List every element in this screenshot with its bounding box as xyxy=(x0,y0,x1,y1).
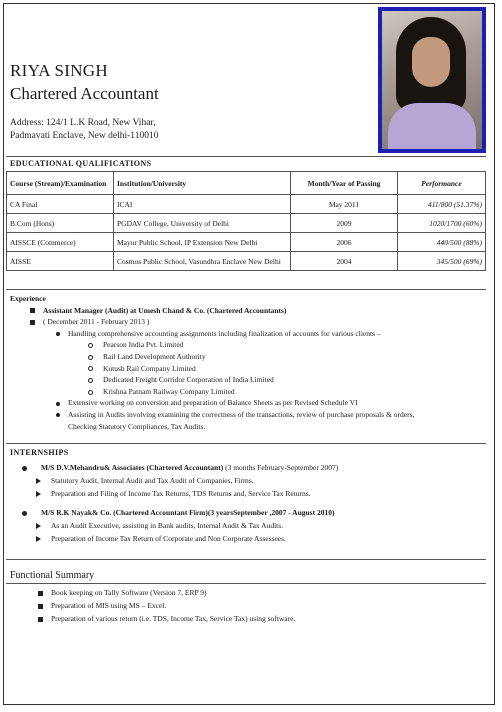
internship-period: (3 months February-September 2007) xyxy=(223,463,339,472)
list-item xyxy=(10,374,414,386)
arrow-bullet-icon xyxy=(36,523,41,529)
functional-summary-heading: Functional Summary xyxy=(10,570,95,581)
internship-firm: M/S D.V.Mehandru& Associates (Chartered Accountant) xyxy=(41,463,224,472)
list-item xyxy=(10,363,414,375)
table-cell: Cosmos Public School, Vasundhra Enclave New Delhi xyxy=(114,252,291,271)
table-cell: ICAI xyxy=(114,195,291,214)
table-cell: 2004 xyxy=(291,252,398,271)
list-item xyxy=(10,386,414,398)
column-header: Performance xyxy=(398,172,486,195)
column-header: Course (Stream)/Examination xyxy=(7,172,114,195)
divider xyxy=(6,583,486,584)
internship-task: Statutory Audit, Internal Audit and Tax Audit of Companies, Firms. xyxy=(51,476,254,485)
square-bullet-icon xyxy=(38,591,43,596)
address-line-2: Padmavati Enclave, New delhi-110010 xyxy=(10,131,159,141)
list-item xyxy=(10,461,338,474)
internships-section xyxy=(10,461,338,545)
table-cell: 1020/1700 (60%) xyxy=(398,214,486,233)
table-cell: 2009 xyxy=(291,214,398,233)
dot-bullet-icon xyxy=(56,402,60,406)
client-name: Rail Land Development Authority xyxy=(103,351,206,361)
experience-task: Assisting in Audits involving examining the correctness of the transactions, review of purchase proposals & orders, xyxy=(68,409,415,419)
ring-bullet-icon xyxy=(88,343,93,348)
list-item xyxy=(10,351,414,363)
table-cell: 440/500 (88%) xyxy=(398,233,486,252)
divider xyxy=(6,289,486,290)
table-cell: May 2011 xyxy=(291,195,398,214)
list-item-continuation: Checking Statutory Compliances, Tax Audits. xyxy=(68,421,206,431)
experience-section xyxy=(10,293,414,432)
functional-section xyxy=(10,586,295,625)
dot-bullet-icon xyxy=(22,511,27,516)
functional-item: Book keeping on Tally Software (Version 7, ERP 9) xyxy=(51,588,207,597)
table-row xyxy=(7,195,486,214)
table-cell: Mayur Public School, IP Extension New Delhi xyxy=(114,233,291,252)
internship-task: Preparation and Filing of Income Tax Returns, TDS Returns and, Service Tax Returns. xyxy=(51,489,311,498)
table-cell: AISSCE (Commerce) xyxy=(7,233,114,252)
arrow-bullet-icon xyxy=(36,478,41,484)
list-item xyxy=(10,339,414,351)
square-bullet-icon xyxy=(38,604,43,609)
internship-firm: M/S R.K Nayak& Co. (Chartered Accountant Firm)(3 yearsSeptember ,2007 - August 2010) xyxy=(41,508,335,517)
table-cell: 345/500 (69%) xyxy=(398,252,486,271)
square-bullet-icon xyxy=(38,617,43,622)
candidate-name: RIYA SINGH xyxy=(10,61,108,80)
square-bullet-icon xyxy=(30,308,35,313)
table-cell: AISSE xyxy=(7,252,114,271)
client-name: Pearson India Pvt. Limited xyxy=(103,340,184,350)
square-bullet-icon xyxy=(30,320,35,325)
table-row xyxy=(7,214,486,233)
internships-heading: INTERNSHIPS xyxy=(10,448,69,457)
list-item xyxy=(10,305,414,317)
list-item xyxy=(10,397,414,409)
experience-task: Extensive working on conversion and preparation of Balance Sheets as per Revised Schedule VI xyxy=(68,398,358,408)
table-cell: PGDAV College, University of Delhi xyxy=(114,214,291,233)
arrow-bullet-icon xyxy=(36,491,41,497)
list-item xyxy=(10,532,338,545)
education-heading: EDUCATIONAL QUALIFICATIONS xyxy=(10,159,152,168)
internship-task: Preparation of Income Tax Return of Corporate and Non Corporate Assessees. xyxy=(51,534,286,543)
table-cell: CA Final xyxy=(7,195,114,214)
functional-item: Preparation of MIS using MS – Excel. xyxy=(51,601,167,610)
ring-bullet-icon xyxy=(88,390,93,395)
list-item xyxy=(10,519,338,532)
list-item xyxy=(10,316,414,328)
functional-item: Preparation of various return (i.e. TDS, Income Tax, Service Tax) using software. xyxy=(51,614,296,623)
list-item xyxy=(10,506,338,519)
column-header: Institution/University xyxy=(114,172,291,195)
list-item xyxy=(10,328,414,340)
dot-bullet-icon xyxy=(22,466,27,471)
client-name: Kutush Rail Company Limited xyxy=(103,363,196,373)
profile-photo xyxy=(378,7,486,153)
client-name: Dedicated Freight Corridor Corporation of India Limited xyxy=(103,375,274,385)
divider xyxy=(6,443,486,444)
ring-bullet-icon xyxy=(88,366,93,371)
divider xyxy=(6,559,486,560)
table-cell: 2006 xyxy=(291,233,398,252)
ring-bullet-icon xyxy=(88,355,93,360)
education-table xyxy=(6,171,486,271)
list-item xyxy=(10,474,338,487)
list-item xyxy=(10,487,338,500)
address-line-1: Address: 124/1 L.K Road, New Vihar, xyxy=(10,118,156,128)
list-item xyxy=(10,409,414,421)
experience-heading: Experience xyxy=(10,294,46,303)
divider xyxy=(6,156,486,157)
list-item xyxy=(10,612,295,625)
table-row xyxy=(7,233,486,252)
column-header: Month/Year of Passing xyxy=(291,172,398,195)
ring-bullet-icon xyxy=(88,378,93,383)
arrow-bullet-icon xyxy=(36,536,41,542)
table-cell: 411/800 (51.37%) xyxy=(398,195,486,214)
client-name: Krishna Patnam Railway Company Limited xyxy=(103,386,235,396)
internship-task: As an Audit Executive, assisting in Bank audits, Internal Audit & Tax Audits. xyxy=(51,521,284,530)
list-item xyxy=(10,599,295,612)
list-item xyxy=(10,586,295,599)
table-header-row xyxy=(7,172,486,195)
candidate-title: Chartered Accountant xyxy=(10,84,159,103)
experience-period: ( December 2011 - February 2013 ) xyxy=(43,317,150,327)
experience-role: Assistant Manager (Audit) at Umesh Chand & Co. (Chartered Accountants) xyxy=(43,305,287,315)
dot-bullet-icon xyxy=(56,413,60,417)
experience-task: Handling comprehensive accounting assignments including finalization of accounts for various clients – xyxy=(68,328,381,338)
table-row xyxy=(7,252,486,271)
table-cell: B.Com (Hons) xyxy=(7,214,114,233)
dot-bullet-icon xyxy=(56,332,60,336)
